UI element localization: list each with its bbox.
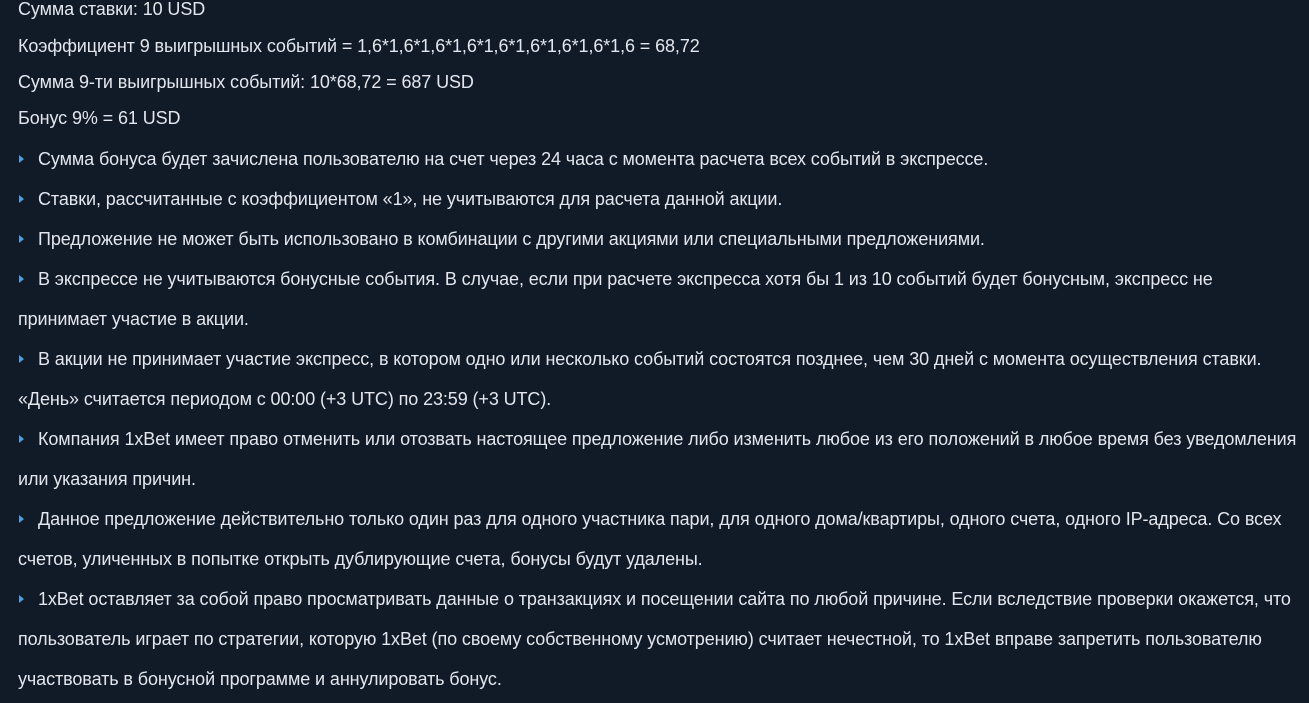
- triangle-bullet-icon: [19, 235, 24, 243]
- rule-item: [18, 499, 1303, 579]
- triangle-bullet-icon: [19, 155, 24, 163]
- rule-item: [18, 219, 1303, 259]
- example-sum: Сумма 9-ти выигрышных событий: 10*68,72 = 687 USD: [18, 72, 474, 92]
- rule-text: 1xBet оставляет за собой право просматривать данные о транзакциях и посещении сайта по любой причине. Если вследствие проверки окажется, что пользователь играет по стратегии, которую 1xBet (по своему собственному усмотрению) считает нечестной, то 1xBet вправе запретить пользователю участвовать в бонусной программе и аннулировать бонус.: [18, 589, 1291, 689]
- triangle-bullet-icon: [19, 195, 24, 203]
- rule-item: [18, 339, 1303, 419]
- example-coefficient: Коэффициент 9 выигрышных событий = 1,6*1,6*1,6*1,6*1,6*1,6*1,6*1,6*1,6 = 68,72: [18, 36, 700, 56]
- triangle-bullet-icon: [19, 595, 24, 603]
- rule-text: Предложение не может быть использовано в комбинации с другими акциями или специальными предложениями.: [38, 229, 985, 249]
- rule-item: [18, 579, 1303, 699]
- rule-item: [18, 419, 1303, 499]
- triangle-bullet-icon: [19, 275, 24, 283]
- triangle-bullet-icon: [19, 435, 24, 443]
- example-bonus: Бонус 9% = 61 USD: [18, 108, 181, 128]
- rule-item: [18, 179, 1303, 219]
- rule-text: Данное предложение действительно только один раз для одного участника пари, для одного дома/квартиры, одного счета, одного IP-адреса. Со всех счетов, уличенных в попытке открыть дублирующие счета, бонусы будут удалены.: [18, 509, 1282, 569]
- triangle-bullet-icon: [19, 515, 24, 523]
- rule-text: Компания 1xBet имеет право отменить или отозвать настоящее предложение либо изменить любое из его положений в любое время без уведомления или указания причин.: [18, 429, 1297, 489]
- rule-text: Сумма бонуса будет зачислена пользователю на счет через 24 часа с момента расчета всех событий в экспрессе.: [38, 149, 989, 169]
- rule-text: В экспрессе не учитываются бонусные события. В случае, если при расчете экспресса хотя бы 1 из 10 событий будет бонусным, экспресс не принимает участие в акции.: [18, 269, 1213, 329]
- rule-item: [18, 259, 1303, 339]
- rule-item: [18, 139, 1303, 179]
- triangle-bullet-icon: [19, 355, 24, 363]
- rule-text: В акции не принимает участие экспресс, в котором одно или несколько событий состоятся позднее, чем 30 дней с момента осуществления ставки. «День» считается периодом с 00:00 (+3 UTC) по 23:59 (+3 UTC).: [18, 349, 1262, 409]
- rule-text: Ставки, рассчитанные с коэффициентом «1», не учитываются для расчета данной акции.: [38, 189, 783, 209]
- example-stake: Сумма ставки: 10 USD: [18, 0, 206, 19]
